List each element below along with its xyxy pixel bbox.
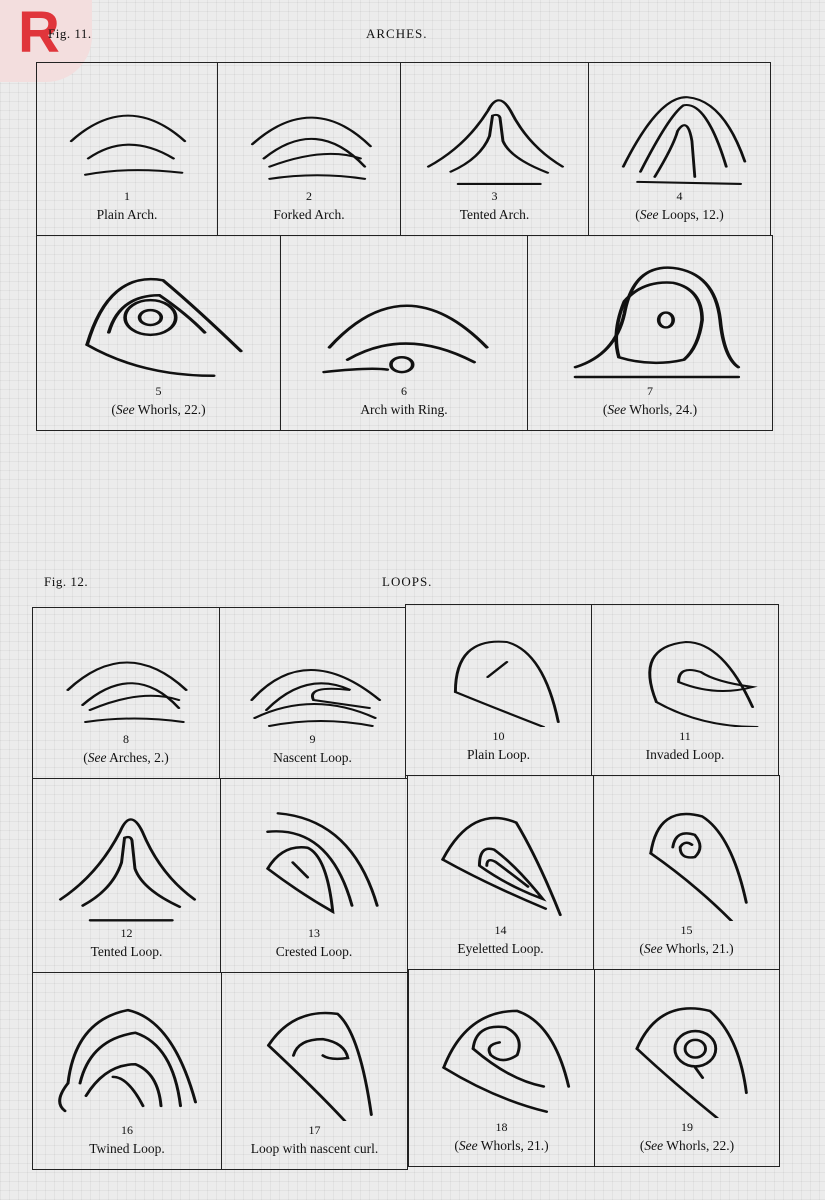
arch-number: 2 bbox=[306, 189, 312, 203]
loop-cell-8 bbox=[32, 607, 220, 779]
loop-number: 9 bbox=[309, 732, 316, 746]
loop-cell-10 bbox=[405, 604, 592, 776]
loop-drawing-15 bbox=[614, 798, 761, 921]
loop-number: 12 bbox=[120, 926, 133, 940]
loop-drawing-18 bbox=[429, 992, 576, 1118]
loop-cell-19 bbox=[594, 969, 780, 1167]
loop-cell-17 bbox=[221, 972, 408, 1170]
arch-number: 4 bbox=[676, 189, 683, 203]
fig12-label: Fig. 12. bbox=[44, 574, 89, 589]
loop-drawing-16 bbox=[53, 995, 203, 1121]
loop-drawing-14 bbox=[428, 798, 575, 921]
loop-drawing-13 bbox=[241, 801, 389, 924]
loop-cell-9 bbox=[219, 607, 406, 779]
loop-cell-13 bbox=[220, 778, 408, 973]
arch-cell-2 bbox=[217, 62, 401, 236]
arch-caption: Plain Arch. bbox=[96, 207, 158, 222]
loop-cell-15 bbox=[593, 775, 780, 970]
loop-caption: Nascent Loop. bbox=[273, 750, 352, 765]
arch-caption: Tented Arch. bbox=[459, 207, 530, 222]
arch-cell-6 bbox=[280, 235, 528, 431]
loop-drawing-8 bbox=[53, 630, 201, 730]
arch-number: 5 bbox=[155, 384, 162, 398]
arch-caption: Arch with Ring. bbox=[360, 402, 448, 417]
loop-caption: Crested Loop. bbox=[275, 944, 353, 959]
loop-number: 16 bbox=[121, 1123, 133, 1137]
arch-caption: Forked Arch. bbox=[273, 207, 345, 222]
loop-number: 17 bbox=[308, 1123, 321, 1137]
arch-drawing-3 bbox=[421, 85, 570, 187]
arch-cell-3 bbox=[400, 62, 589, 236]
loop-number: 15 bbox=[680, 923, 693, 937]
loop-number: 13 bbox=[308, 926, 320, 940]
arch-cell-7 bbox=[527, 235, 773, 431]
arch-number: 3 bbox=[491, 189, 498, 203]
loop-caption: Plain Loop. bbox=[467, 747, 530, 762]
loop-caption: Loop with nascent curl. bbox=[250, 1141, 379, 1156]
loop-caption: (See Whorls, 22.) bbox=[639, 1138, 735, 1153]
loop-drawing-11 bbox=[612, 627, 760, 727]
loop-cell-18 bbox=[408, 969, 595, 1167]
logo-letter: R bbox=[18, 0, 60, 65]
loop-number: 18 bbox=[495, 1120, 508, 1134]
loop-drawing-19 bbox=[615, 992, 761, 1118]
arch-number: 6 bbox=[401, 384, 407, 398]
loop-drawing-17 bbox=[242, 995, 389, 1121]
fig11-title: ARCHES. bbox=[366, 26, 428, 41]
loop-caption: (See Arches, 2.) bbox=[83, 750, 169, 765]
arch-number: 7 bbox=[647, 384, 653, 398]
arch-drawing-6 bbox=[315, 258, 496, 382]
loop-caption: Eyeletted Loop. bbox=[457, 941, 544, 956]
loop-number: 8 bbox=[123, 732, 129, 746]
loop-caption: (See Whorls, 21.) bbox=[454, 1138, 549, 1153]
loop-cell-11 bbox=[591, 604, 779, 776]
arch-caption: (See Loops, 12.) bbox=[635, 207, 724, 222]
loop-number: 14 bbox=[494, 923, 507, 937]
loop-number: 19 bbox=[681, 1120, 693, 1134]
loop-cell-14 bbox=[407, 775, 594, 970]
arch-caption: (See Whorls, 22.) bbox=[111, 402, 206, 417]
arch-number: 1 bbox=[124, 189, 130, 203]
arch-drawing-5 bbox=[69, 258, 250, 382]
loop-caption: Tented Loop. bbox=[90, 944, 163, 959]
arch-cell-4 bbox=[588, 62, 771, 236]
arch-drawing-2 bbox=[238, 85, 382, 187]
loop-drawing-12 bbox=[53, 801, 202, 924]
fig12-title: LOOPS. bbox=[382, 574, 433, 589]
loop-drawing-10 bbox=[426, 627, 573, 727]
loop-number: 11 bbox=[679, 729, 691, 743]
arch-cell-5 bbox=[36, 235, 281, 431]
loop-number: 10 bbox=[492, 729, 505, 743]
loop-cell-12 bbox=[32, 778, 221, 973]
loop-drawing-9 bbox=[240, 630, 387, 730]
loop-cell-16 bbox=[32, 972, 222, 1170]
fig11-label: Fig. 11. bbox=[48, 26, 92, 41]
loop-caption: Twined Loop. bbox=[89, 1141, 165, 1156]
arch-cell-1 bbox=[36, 62, 218, 236]
arch-drawing-7 bbox=[561, 258, 742, 382]
loop-caption: Invaded Loop. bbox=[645, 747, 725, 762]
loop-caption: (See Whorls, 21.) bbox=[639, 941, 734, 956]
arch-drawing-4 bbox=[609, 85, 752, 187]
arch-drawing-1 bbox=[57, 85, 199, 187]
arch-caption: (See Whorls, 24.) bbox=[602, 402, 698, 417]
